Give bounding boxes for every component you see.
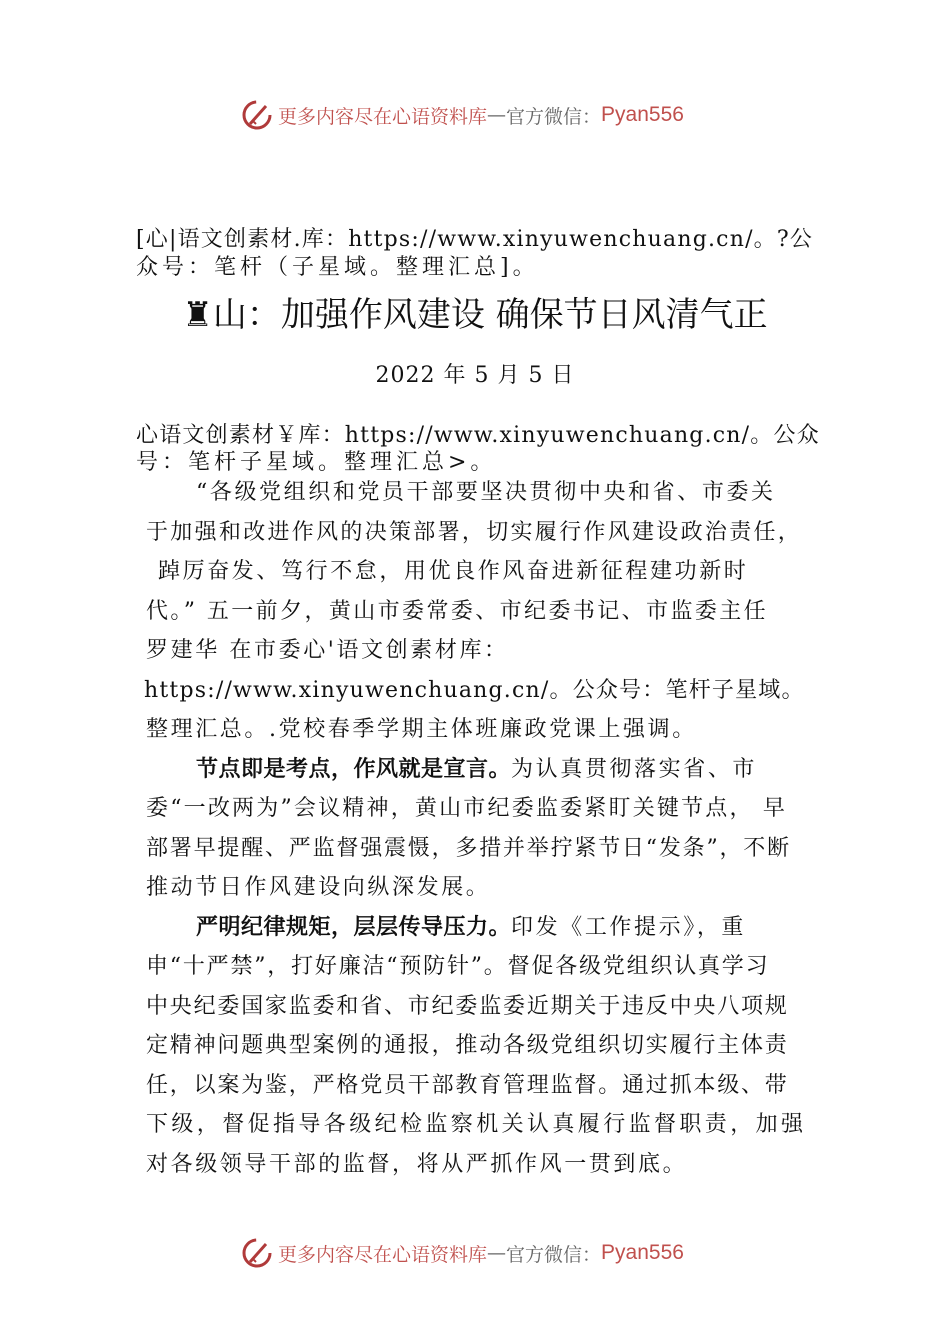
pen-logo-icon xyxy=(240,98,274,132)
paragraph-line: 定精神问题典型案例的通报，推动各级党组织切实履行主体责 xyxy=(146,1033,789,1058)
watermark-dash: — xyxy=(487,1242,507,1264)
paragraph-line: 申“十严禁”，打好廉洁“预防针”。督促各级党组织认真学习 xyxy=(146,954,770,979)
paragraph-line: 节点即是考点，作风就是宣言。为认真贯彻落实省、市 xyxy=(196,757,758,782)
source-note-line: 心语文创素材￥库：https://www.xinyuwenchuang.cn/。公众 xyxy=(136,423,820,448)
paragraph-line: 代。” 五一前夕，黄山市委常委、市纪委书记、市监委主任 xyxy=(146,599,769,624)
paragraph-line: 任，以案为鉴，严格党员干部教育管理监督。通过抓本级、带 xyxy=(146,1073,789,1098)
paragraph-line: 整理汇总。.党校春季学期主体班廉政党课上强调。 xyxy=(146,717,697,742)
pen-logo-icon xyxy=(240,1236,274,1270)
paragraph-line: 严明纪律规矩，层层传导压力。印发《工作提示》，重 xyxy=(196,915,747,940)
paragraph-heading: 严明纪律规矩，层层传导压力。 xyxy=(196,915,512,940)
watermark-text: 更多内容尽在心语资料库 xyxy=(278,105,488,128)
paragraph-line: “各级党组织和党员干部要坚决贯彻中央和省、市委关 xyxy=(196,480,776,505)
watermark-wechat: Pyan556 xyxy=(601,103,684,126)
watermark-label: 官方微信： xyxy=(506,105,602,128)
source-note-line: 众号：笔杆（子星域。整理汇总]。 xyxy=(136,255,539,280)
paragraph-line: https://www.xinyuwenchuang.cn/。公众号：笔杆子星域。 xyxy=(144,678,805,703)
paragraph-line: 于加强和改进作风的决策部署，切实履行作风建设政治责任， xyxy=(146,520,803,545)
paragraph-line: 下级，督促指导各级纪检监察机关认真履行监督职责，加强 xyxy=(146,1112,807,1137)
paragraph-heading: 节点即是考点，作风就是宣言。 xyxy=(196,757,512,782)
paragraph-line: 中央纪委国家监委和省、市纪委监委近期关于违反中央八项规 xyxy=(146,994,789,1019)
watermark-footer xyxy=(240,1235,720,1271)
paragraph-line: 踔厉奋发、笃行不怠，用优良作风奋进新征程建功新时 xyxy=(158,559,749,584)
source-note-line: 号：笔杆子星域。整理汇总>。 xyxy=(136,450,497,475)
paragraph-line: 部署早提醒、严监督强震慑，多措并举拧紧节日“发条”，不断 xyxy=(146,836,791,861)
paragraph-line: 对各级领导干部的监督，将从严抓作风一贯到底。 xyxy=(146,1152,688,1177)
watermark-dash: — xyxy=(487,104,507,126)
paragraph-line: 罗建华 在市委心'语文创素材库： xyxy=(146,638,509,663)
page-title: ♜山：加强作风建设 确保节日风清气正 xyxy=(182,295,768,335)
watermark-header xyxy=(240,97,720,133)
paragraph-line: 委“一改两为”会议精神，黄山市纪委监委紧盯关键节点， 早 xyxy=(146,796,788,821)
source-note-line: [心|语文创素材.库：https://www.xinyuwenchuang.cn/。?公 xyxy=(136,227,814,252)
watermark-wechat: Pyan556 xyxy=(601,1241,684,1264)
watermark-label: 官方微信： xyxy=(506,1243,602,1266)
paragraph-line: 推动节日作风建设向纵深发展。 xyxy=(146,875,491,900)
publish-date: 2022 年 5 月 5 日 xyxy=(375,363,575,388)
watermark-text: 更多内容尽在心语资料库 xyxy=(278,1243,488,1266)
